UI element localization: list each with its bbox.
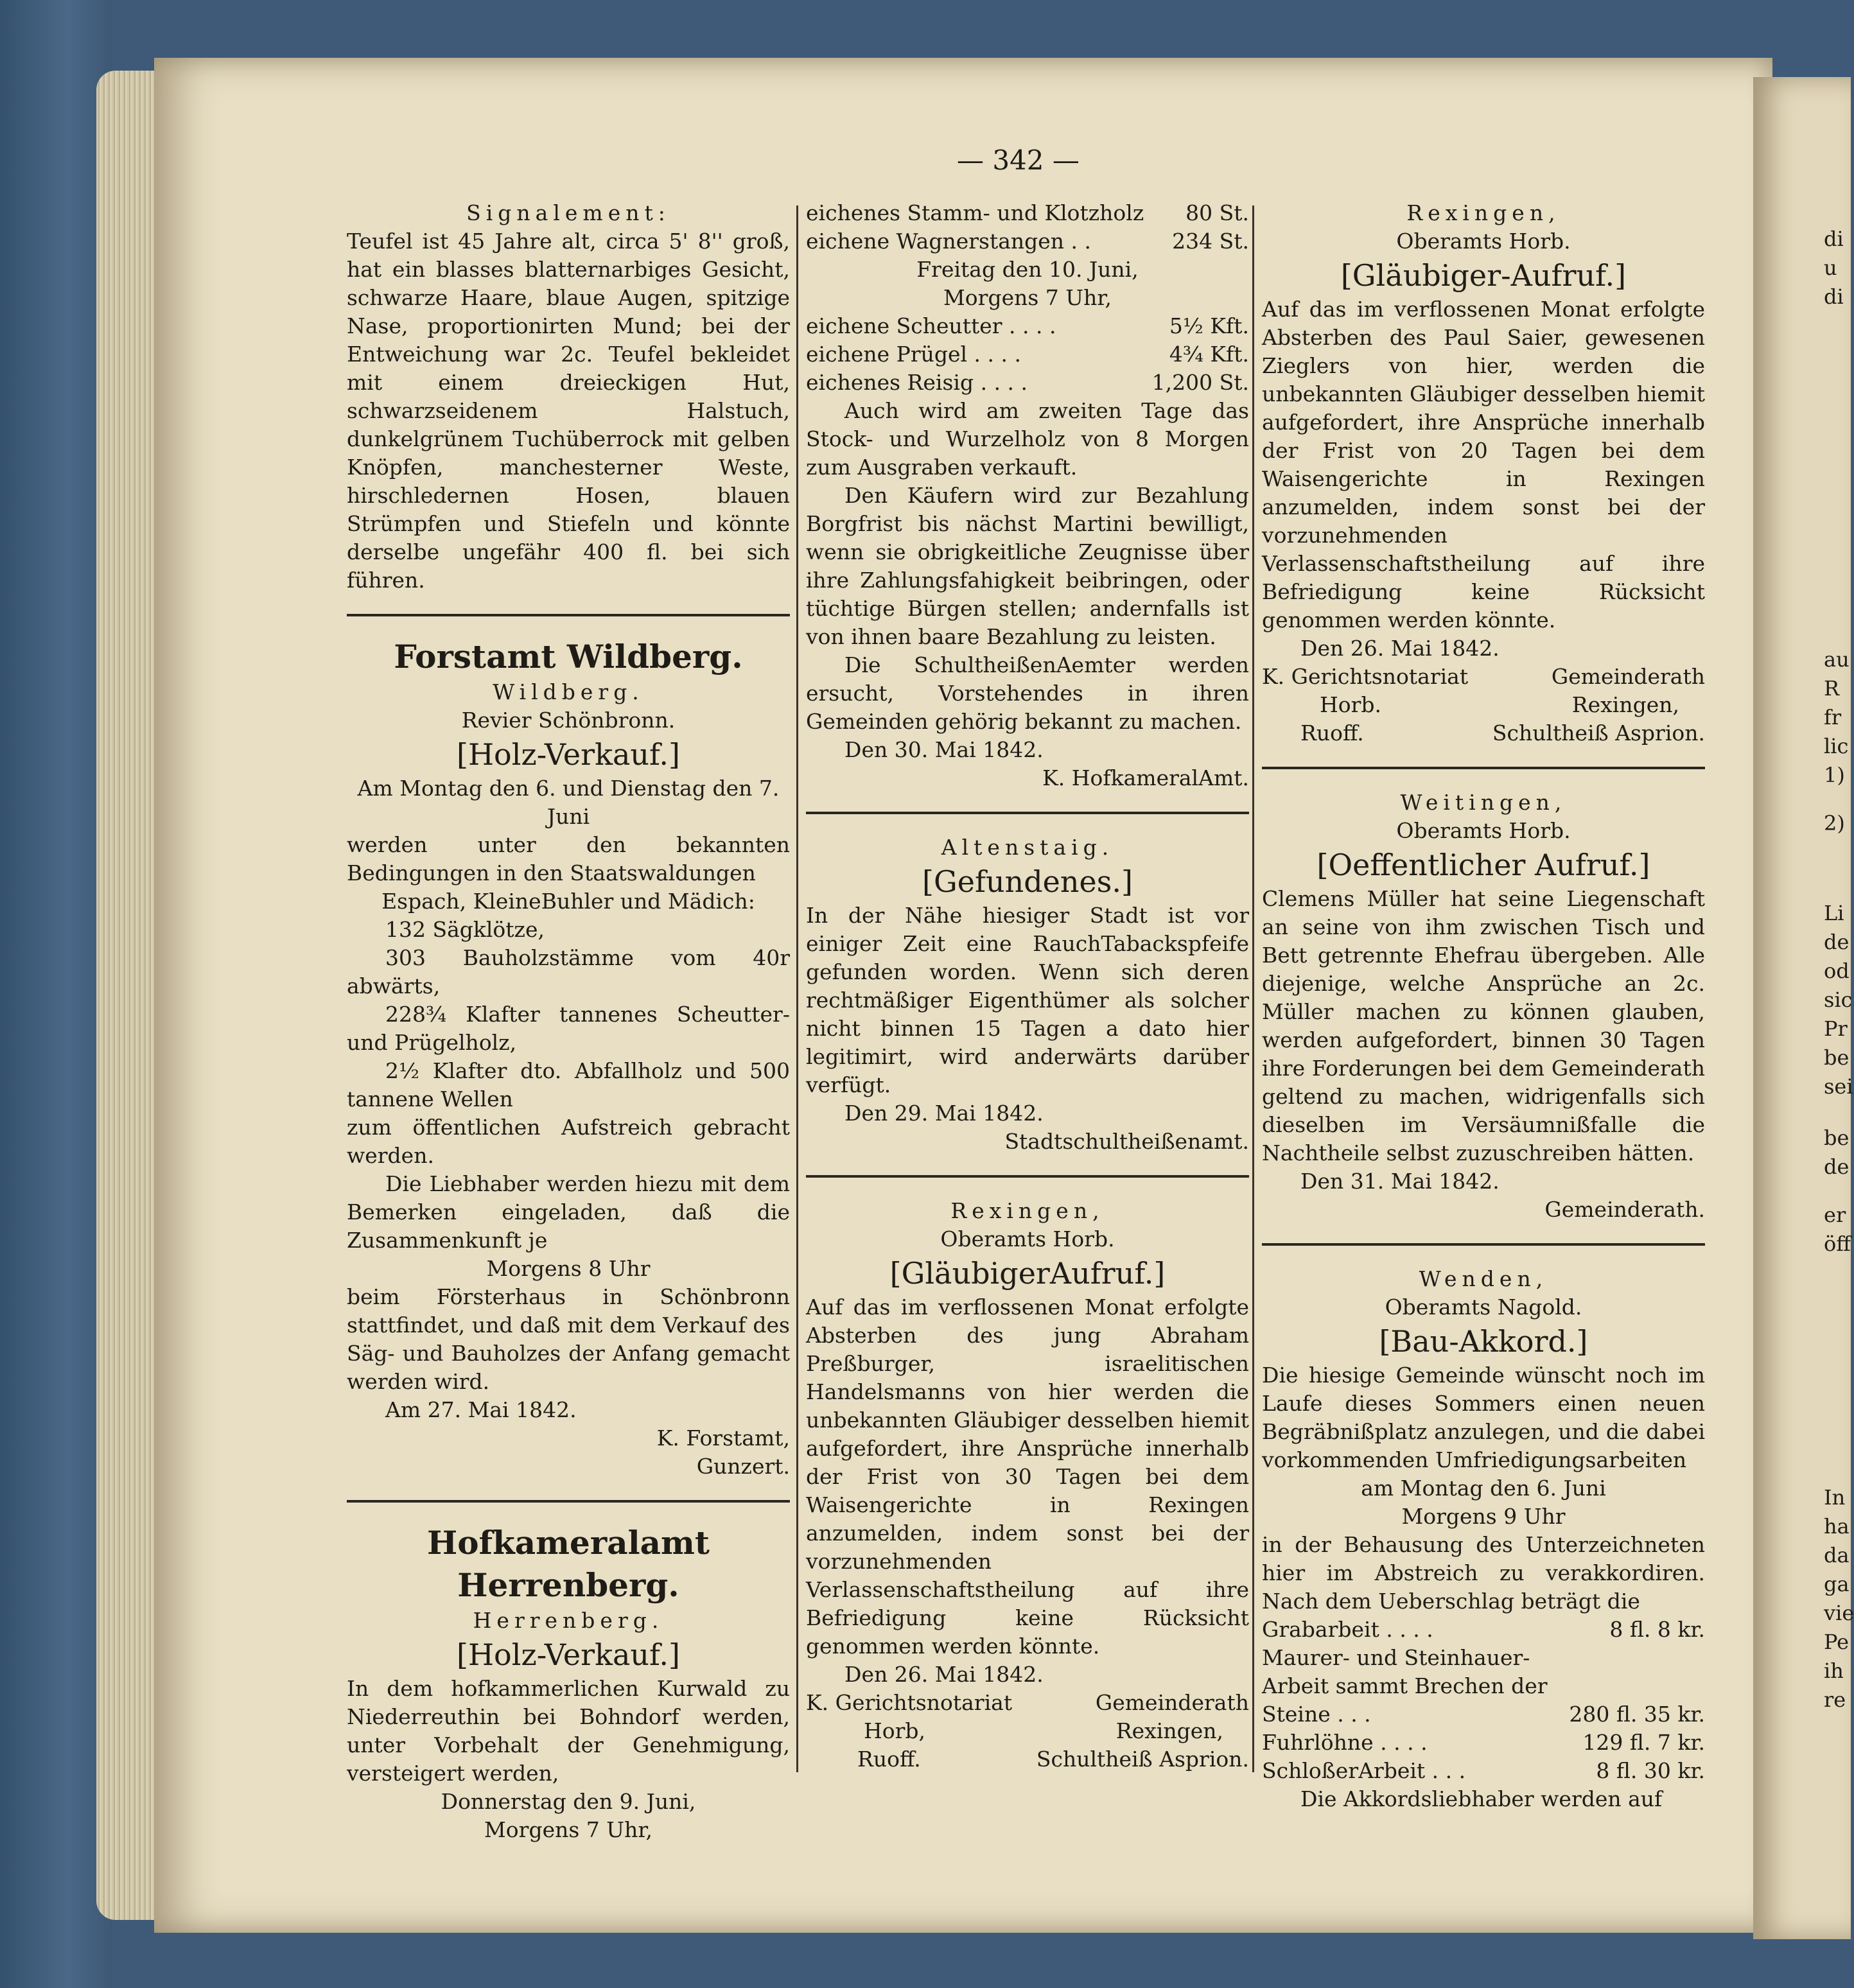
ad-title: [GläubigerAufruf.] <box>889 1256 1166 1291</box>
ad-signature: Stadtschultheißenamt. <box>1004 1129 1249 1154</box>
signature-block: Ruoff. Schultheiß Asprion. <box>857 1747 1249 1772</box>
ad-title: [Bau-Akkord.] <box>1379 1324 1588 1359</box>
ad-date-line: Am Montag den 6. und Dienstag den 7. Juni <box>357 776 780 829</box>
ad-intro: werden unter den bekannten Bedingungen in den Staatswaldungen <box>347 832 790 885</box>
ad-day: Freitag den 10. Juni, <box>916 257 1139 282</box>
ad-district: Revier Schönbronn. <box>461 708 676 733</box>
ad-title: [Oeffentlicher Aufruf.] <box>1316 848 1650 882</box>
facing-page-fragment: fr <box>1824 705 1842 729</box>
facing-page-fragment: Pr <box>1824 1016 1848 1041</box>
signature-block: K. Gerichtsnotariat Gemeinderath <box>1262 664 1705 689</box>
ad-item: 303 Bauholzstämme vom 40r abwärts, <box>347 945 790 998</box>
list-item: eichene Wagnerstangen . . 234 St. <box>806 229 1249 254</box>
separator <box>1262 767 1705 769</box>
ad-title: [Gefundenes.] <box>922 864 1133 899</box>
ad-text: zum öffentlichen Aufstreich gebracht werden. <box>347 1115 790 1168</box>
ad-text: Auf das im verflossenen Monat erfolgte Absterben des jung Abraham Preßburger, israelitischen Handelsmanns von hier werden die unbekannten Gläubiger desselben hiemit aufgefordert, ihre Ansprüche innerhalb der Frist von 30 Tagen bei dem Waisengerichte in Rexingen anzumelden, indem sonst bei der vorzunehmenden Verlassenschaftstheilung auf ihre Befriedigung keine Rücksicht genommen werden könnte. <box>806 1295 1249 1659</box>
list-item: eichene Scheutter . . . . 5½ Kft. <box>806 313 1249 338</box>
ad-date: Den 31. Mai 1842. <box>1300 1169 1500 1194</box>
column-1 <box>347 199 790 1844</box>
ad-place: Rexingen, <box>1406 200 1561 225</box>
page-number: — 342 — <box>957 144 1080 176</box>
signature-block: K. Gerichtsnotariat Gemeinderath <box>806 1690 1249 1715</box>
signature-block: Horb. Rexingen, <box>1320 692 1679 717</box>
facing-page-fragment: da <box>1824 1543 1850 1567</box>
ad-date: Den 29. Mai 1842. <box>844 1101 1044 1126</box>
ad-title: [Gläubiger-Aufruf.] <box>1340 258 1627 293</box>
ad-office: Hofkameralamt Herrenberg. <box>427 1524 710 1604</box>
ad-district: Oberamts Horb. <box>1396 818 1571 843</box>
facing-page-fragment: de <box>1824 930 1850 954</box>
facing-page-fragment: re <box>1824 1687 1846 1712</box>
ad-text: In dem hofkammerlichen Kurwald zu Niederreuthin bei Bohndorf werden, unter Vorbehalt der Genehmigung, versteigert werden, <box>347 1676 790 1786</box>
list-item: eichene Prügel . . . . 4¾ Kft. <box>806 342 1249 367</box>
ad-district: Oberamts Horb. <box>1396 229 1571 254</box>
ad-signature: K. HofkameralAmt. <box>1042 765 1249 790</box>
separator <box>347 614 790 616</box>
ad-text: In der Nähe hiesiger Stadt ist vor einiger Zeit eine RauchTabackspfeife gefunden worden. Wenn sich deren rechtmäßiger Eigenthümer als solcher nicht binnen 15 Tagen a dato hier legitimirt, wird anderwärts darüber verfügt. <box>806 903 1249 1097</box>
facing-page-fragment: sic <box>1824 988 1853 1012</box>
ad-place: Wenden, <box>1419 1266 1548 1291</box>
ad-place: Rexingen, <box>950 1198 1105 1223</box>
ad-text: in der Behausung des Unterzeichneten hier im Abstreich zu verakkordiren. Nach dem Ueberschlag beträgt die <box>1262 1532 1705 1614</box>
ad-day: Donnerstag den 9. Juni, <box>441 1789 696 1814</box>
separator <box>806 812 1249 814</box>
facing-page-fragment: u <box>1824 256 1837 280</box>
ad-text: Auch wird am zweiten Tage das Stock- und Wurzelholz von 8 Morgen zum Ausgraben verkauft. <box>806 398 1249 480</box>
ad-date: Den 26. Mai 1842. <box>1300 636 1500 661</box>
column-3 <box>1262 199 1705 1813</box>
ad-date: Am 27. Mai 1842. <box>385 1397 577 1422</box>
separator <box>347 1500 790 1503</box>
facing-page-fragment: er <box>1824 1203 1846 1227</box>
facing-page-fragment: Li <box>1824 901 1844 925</box>
ad-text: Den Käufern wird zur Bezahlung Borgfrist bis nächst Martini bewilligt, wenn sie obrigkeitliche Zeugnisse über ihre Zahlungsfahigkeit beibringen, oder tüchtige Bürgen stellen; andernfalls ist von ihnen baare Bezahlung zu leisten. <box>806 483 1249 649</box>
book-cover <box>0 0 112 1988</box>
ad-text: Auf das im verflossenen Monat erfolgte Absterben des Paul Saier, gewesenen Zieglers von hier, werden die unbekannten Gläubiger desselben hiemit aufgefordert, ihre Ansprüche innerhalb der Frist von 20 Tagen bei dem Waisengerichte in Rexingen anzumelden, indem sonst bei der vorzunehmenden Verlassenschaftstheilung auf ihre Befriedigung keine Rücksicht genommen werden könnte. <box>1262 297 1705 632</box>
list-item: SchloßerArbeit . . . 8 fl. 30 kr. <box>1262 1758 1705 1783</box>
separator <box>806 1175 1249 1178</box>
ad-text: Die hiesige Gemeinde wünscht noch im Laufe dieses Sommers einen neuen Begräbnißplatz anzulegen, und die dabei vorkommenden Umfriedigungsarbeiten <box>1262 1363 1705 1472</box>
facing-page-fragment: sei <box>1824 1074 1853 1099</box>
facing-page-fragment: R <box>1824 676 1840 701</box>
list-item: eichenes Reisig . . . . 1,200 St. <box>806 370 1249 395</box>
ad-signature: Gemeinderath. <box>1544 1197 1705 1222</box>
list-item: eichenes Stamm- und Klotzholz 80 St. <box>806 200 1249 225</box>
facing-page-fragment: di <box>1824 284 1844 309</box>
ad-district: Oberamts Horb. <box>940 1226 1115 1251</box>
signature-block: Ruoff. Schultheiß Asprion. <box>1300 720 1705 746</box>
facing-page-fragment: ga <box>1824 1572 1850 1596</box>
facing-page-fragment: au <box>1824 647 1850 672</box>
ad-time: Morgens 7 Uhr, <box>484 1817 652 1842</box>
facing-page-fragment: Pe <box>1824 1630 1850 1654</box>
facing-page-fragment: 1) <box>1824 763 1845 787</box>
column-2 <box>806 199 1249 1774</box>
ad-item: 2½ Klafter dto. Abfallholz und 500 tannene Wellen <box>347 1058 790 1112</box>
facing-page-fragment: de <box>1824 1155 1850 1179</box>
ad-text: beim Försterhaus in Schönbronn stattfindet, und daß mit dem Verkauf des Säg- und Bauholzes der Anfang gemacht werden wird. <box>347 1284 790 1394</box>
list-item: Maurer- und Steinhauer-Arbeit sammt Brechen der Steine . . . 280 fl. 35 kr. <box>1262 1645 1705 1727</box>
column-divider <box>1252 205 1254 1772</box>
ad-text: Clemens Müller hat seine Liegenschaft an seine von ihm zwischen Tisch und Bett getrennte Ehefrau übergeben. Alle diejenige, welche Ansprüche an 2c. Müller machen zu können glauben, werden aufgefordert, binnen 30 Tagen ihre Forderungen bei dem Gemeinderath geltend zu machen, widrigenfalls sich dieselben im Versäumnißfalle die Nachtheile selbst zuzuschreiben hätten. <box>1262 886 1705 1165</box>
facing-page-fragment: lic <box>1824 734 1849 758</box>
signature-block: Horb, Rexingen, <box>864 1718 1223 1743</box>
facing-page-fragment: be <box>1824 1045 1850 1070</box>
facing-page-fragment: ha <box>1824 1514 1850 1539</box>
ad-office: Forstamt Wildberg. <box>394 638 743 676</box>
ad-place: Altenstaig. <box>941 835 1114 860</box>
ad-time: Morgens 9 Uhr <box>1401 1504 1566 1529</box>
ad-time: Morgens 8 Uhr <box>486 1256 651 1281</box>
ad-item: 132 Sägklötze, <box>385 917 545 942</box>
facing-page-fragment: vie <box>1824 1601 1854 1625</box>
facing-page-fragment: ih <box>1824 1659 1844 1683</box>
ad-place: Herrenberg. <box>473 1608 664 1633</box>
signalement-text: Teufel ist 45 Jahre alt, circa 5' 8'' groß, hat ein blasses blatternarbiges Gesicht, schwarze Haare, blaue Augen, spitzige Nase, proportionirten Mund; bei der Entweichung war 2c. Teufel bekleidet mit einem dreieckigen Hut, schwarzseidenem Halstuch, dunkelgrünem Tuchüberrock mit gelben Knöpfen, manchesterner Weste, hirschledernen Hosen, blauen Strümpfen und Stiefeln und könnte derselbe ungefähr 400 fl. bei sich führen. <box>347 229 790 593</box>
ad-signature: K. Forstamt, <box>656 1426 790 1451</box>
ad-signature: Gunzert. <box>696 1454 790 1479</box>
signalement-heading: Signalement: <box>466 200 670 225</box>
list-item: Grabarbeit . . . . 8 fl. 8 kr. <box>1262 1617 1705 1642</box>
ad-forests: Espach, KleineBuhler und Mädich: <box>381 889 755 914</box>
ad-text: Die Liebhaber werden hiezu mit dem Bemerken eingeladen, daß die Zusammenkunft je <box>347 1171 790 1253</box>
column-divider <box>796 205 798 1772</box>
facing-page-fragment: öff <box>1824 1232 1851 1256</box>
ad-item: 228¾ Klafter tannenes Scheutter- und Prügelholz, <box>347 1002 790 1055</box>
facing-page-fragment: In <box>1824 1485 1846 1510</box>
ad-date: Den 30. Mai 1842. <box>844 737 1044 762</box>
ad-title: [Holz-Verkauf.] <box>457 737 680 772</box>
ad-day: am Montag den 6. Juni <box>1361 1476 1606 1501</box>
facing-page-fragment: od <box>1824 959 1850 983</box>
separator <box>1262 1243 1705 1246</box>
ad-text: Die SchultheißenAemter werden ersucht, Vorstehendes in ihren Gemeinden gehörig bekannt zu machen. <box>806 652 1249 734</box>
facing-page-fragment: 2) <box>1824 811 1845 835</box>
ad-time: Morgens 7 Uhr, <box>943 285 1112 310</box>
ad-place: Wildberg. <box>493 679 644 704</box>
list-item: Fuhrlöhne . . . . 129 fl. 7 kr. <box>1262 1730 1705 1755</box>
ad-text: Die Akkordsliebhaber werden auf <box>1300 1786 1663 1811</box>
ad-date: Den 26. Mai 1842. <box>844 1662 1044 1687</box>
facing-page-fragment: di <box>1824 227 1844 251</box>
ad-place: Weitingen, <box>1400 790 1567 815</box>
ad-title: [Holz-Verkauf.] <box>457 1637 680 1672</box>
facing-page-fragment: be <box>1824 1126 1850 1150</box>
ad-district: Oberamts Nagold. <box>1385 1295 1582 1320</box>
